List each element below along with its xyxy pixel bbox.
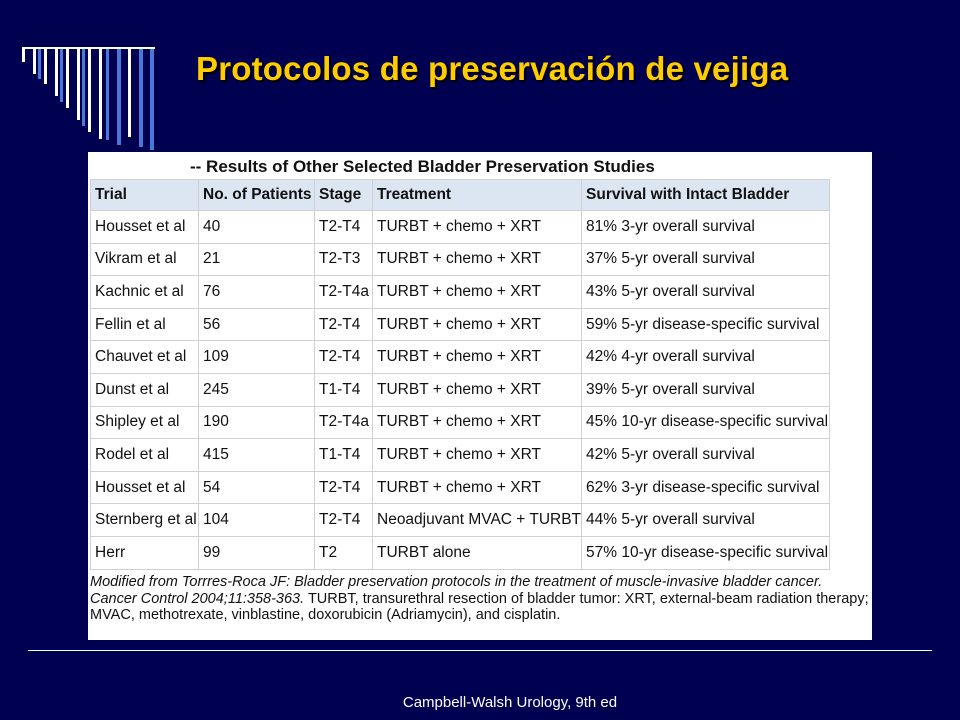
table-row [91, 243, 830, 276]
cell-stage: T2-T4 [315, 471, 373, 504]
cell-patients: 109 [199, 341, 315, 374]
table-row [91, 308, 830, 341]
cell-patients: 76 [199, 276, 315, 309]
table-header-row [91, 180, 830, 211]
cell-treatment: TURBT + chemo + XRT [373, 439, 582, 472]
cell-treatment: TURBT + chemo + XRT [373, 341, 582, 374]
cell-trial: Dunst et al [91, 373, 199, 406]
table-row [91, 341, 830, 374]
header-survival: Survival with Intact Bladder [582, 180, 830, 211]
cell-trial: Shipley et al [91, 406, 199, 439]
table-caption: -- Results of Other Selected Bladder Preservation Studies [190, 157, 655, 176]
cell-trial: Chauvet et al [91, 341, 199, 374]
cell-trial: Housset et al [91, 471, 199, 504]
cell-stage: T2-T4 [315, 341, 373, 374]
decorative-stripes [0, 0, 170, 150]
cell-stage: T2-T4 [315, 504, 373, 537]
cell-treatment: TURBT alone [373, 536, 582, 569]
table-row [91, 211, 830, 244]
cell-stage: T2-T3 [315, 243, 373, 276]
table-row [91, 276, 830, 309]
cell-trial: Vikram et al [91, 243, 199, 276]
abbreviations-note: TURBT, transurethral resection of bladder tumor: XRT, external-beam radiation therapy; MVAC, methotrexate, vinblastine, doxorubicin (Adriamycin), and cisplatin. [90, 590, 869, 623]
cell-patients: 54 [199, 471, 315, 504]
cell-treatment: TURBT + chemo + XRT [373, 471, 582, 504]
table-footnote [90, 574, 870, 624]
cell-patients: 190 [199, 406, 315, 439]
cell-treatment: TURBT + chemo + XRT [373, 276, 582, 309]
table-image-panel [88, 152, 872, 640]
cell-stage: T1-T4 [315, 439, 373, 472]
table-row [91, 536, 830, 569]
table-row [91, 439, 830, 472]
cell-stage: T2-T4a [315, 276, 373, 309]
table-row [91, 373, 830, 406]
table-row [91, 471, 830, 504]
cell-stage: T2-T4 [315, 308, 373, 341]
cell-patients: 99 [199, 536, 315, 569]
header-trial: Trial [91, 180, 199, 211]
table-row [91, 504, 830, 537]
divider-line [28, 650, 932, 651]
cell-stage: T1-T4 [315, 373, 373, 406]
cell-survival: 42% 4-yr overall survival [582, 341, 830, 374]
cell-survival: 39% 5-yr overall survival [582, 373, 830, 406]
slide-title: Protocolos de preservación de vejiga [196, 50, 789, 87]
cell-stage: T2 [315, 536, 373, 569]
cell-survival: 57% 10-yr disease-specific survival [582, 536, 830, 569]
table-row [91, 406, 830, 439]
cell-survival: 43% 5-yr overall survival [582, 276, 830, 309]
cell-survival: 37% 5-yr overall survival [582, 243, 830, 276]
cell-stage: T2-T4 [315, 211, 373, 244]
cell-survival: 44% 5-yr overall survival [582, 504, 830, 537]
header-patients: No. of Patients [199, 180, 315, 211]
cell-trial: Fellin et al [91, 308, 199, 341]
header-treatment: Treatment [373, 180, 582, 211]
source-citation: Modified from Torrres-Roca JF: Bladder preservation protocols in the treatment of muscle-invasive bladder cancer. Cancer Control 2004;11:358-363. [90, 574, 823, 607]
cell-survival: 59% 5-yr disease-specific survival [582, 308, 830, 341]
cell-patients: 104 [199, 504, 315, 537]
cell-stage: T2-T4a [315, 406, 373, 439]
cell-treatment: TURBT + chemo + XRT [373, 211, 582, 244]
cell-trial: Rodel et al [91, 439, 199, 472]
cell-treatment: TURBT + chemo + XRT [373, 308, 582, 341]
cell-survival: 81% 3-yr overall survival [582, 211, 830, 244]
cell-patients: 245 [199, 373, 315, 406]
cell-patients: 56 [199, 308, 315, 341]
cell-treatment: TURBT + chemo + XRT [373, 373, 582, 406]
cell-survival: 62% 3-yr disease-specific survival [582, 471, 830, 504]
results-table [90, 179, 830, 570]
header-stage: Stage [315, 180, 373, 211]
cell-trial: Herr [91, 536, 199, 569]
cell-patients: 415 [199, 439, 315, 472]
slide-footer: Campbell-Walsh Urology, 9th ed [402, 694, 618, 711]
cell-survival: 42% 5-yr overall survival [582, 439, 830, 472]
cell-patients: 40 [199, 211, 315, 244]
cell-treatment: Neoadjuvant MVAC + TURBT [373, 504, 582, 537]
cell-patients: 21 [199, 243, 315, 276]
cell-treatment: TURBT + chemo + XRT [373, 243, 582, 276]
cell-trial: Kachnic et al [91, 276, 199, 309]
cell-trial: Housset et al [91, 211, 199, 244]
cell-trial: Sternberg et al [91, 504, 199, 537]
cell-treatment: TURBT + chemo + XRT [373, 406, 582, 439]
cell-survival: 45% 10-yr disease-specific survival [582, 406, 830, 439]
